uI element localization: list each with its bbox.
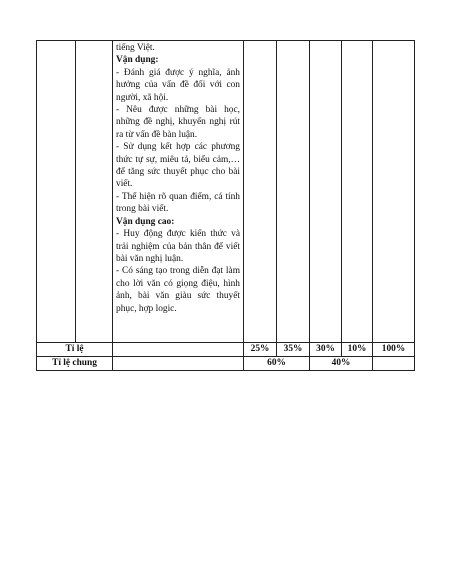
table-cell <box>37 41 76 343</box>
table-cell <box>76 41 113 343</box>
ratio-value: 35% <box>277 343 310 357</box>
criterion-text: - Có sáng tạo trong diễn đạt làm cho lời văn có giọng điệu, hình ảnh, bài văn giàu sức thuyết phục, hợp logic. <box>116 266 240 314</box>
ratio-value: 30% <box>310 343 342 357</box>
general-ratio-value: 40% <box>310 357 373 371</box>
table-cell <box>373 357 415 371</box>
criterion-text: - Nêu được những bài học, những đề nghị, khuyến nghị rút ra từ vấn đề bàn luận. <box>116 105 240 140</box>
criterion-text: - Huy động được kiến thức và trải nghiệm của bản thân để viết bài văn nghị luận. <box>116 229 240 264</box>
criterion-text: tiếng Việt. <box>116 43 155 53</box>
table-cell <box>310 41 342 343</box>
ratio-total: 100% <box>373 343 415 357</box>
assessment-matrix-table <box>36 40 415 371</box>
criterion-text: - Thể hiện rõ quan điểm, cá tính trong bài viết. <box>116 191 240 215</box>
ratio-label: Tỉ lệ <box>37 343 113 357</box>
general-ratio-label: Tỉ lệ chung <box>37 357 113 371</box>
skill-description-cell <box>113 41 244 343</box>
section-heading: Vận dụng cao: <box>116 216 175 227</box>
ratio-value: 25% <box>244 343 277 357</box>
table-cell <box>244 41 277 343</box>
skill-description <box>113 41 243 317</box>
table-cell <box>342 41 373 343</box>
ratio-value: 10% <box>342 343 373 357</box>
criterion-text: - Đánh giá được ý nghĩa, ảnh hưởng của vấn đề đối với con người, xã hội. <box>116 67 240 103</box>
criterion-text: - Sử dụng kết hợp các phương thức tự sự, miêu tả, biểu cảm,… để tăng sức thuyết phục cho bài viết. <box>116 142 240 190</box>
ratio-row <box>37 343 415 357</box>
general-ratio-value: 60% <box>244 357 310 371</box>
table-row <box>37 41 415 343</box>
table-cell <box>277 41 310 343</box>
section-heading: Vận dụng: <box>116 55 159 66</box>
table-cell <box>113 357 244 371</box>
general-ratio-row <box>37 357 415 371</box>
table-cell <box>113 343 244 357</box>
table-cell <box>373 41 415 343</box>
